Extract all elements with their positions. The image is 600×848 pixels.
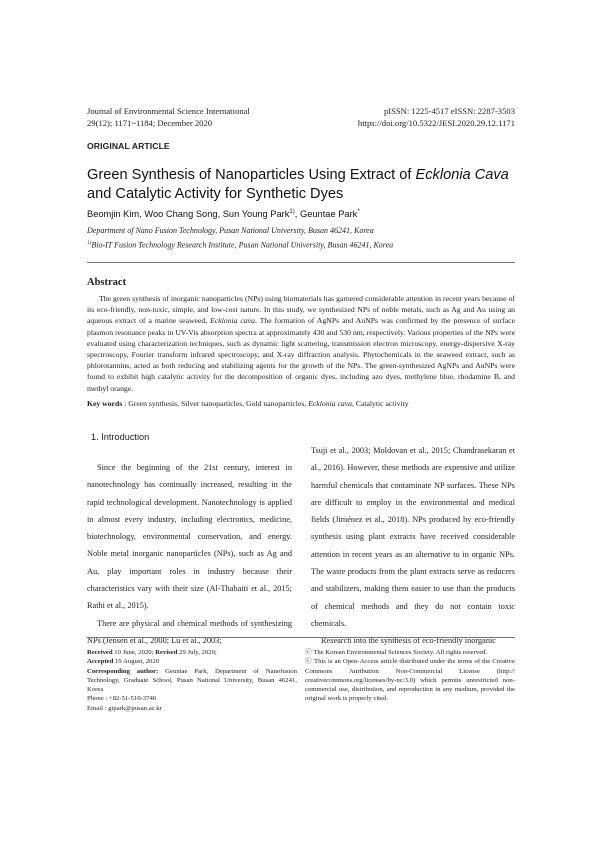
paper-title: [87, 166, 517, 204]
abstract-text-2: . The formation of AgNPs and AuNPs was confirmed by the presence of surface plasmon resonance peaks in UV-Vis absorption spectra at approximately 430 and 530 nm, respectively. Various properties of the NPs were evaluated using characterization techniques, such as dynamic light scattering, transmission electron microscopy, energy-dispersive X-ray spectroscopy, Fourier transform infrared spectroscopy, and X-ray diffraction analysis. Phytochemicals in the seaweed extract, such as phlorotannins, acted as both reducing and stabilizing agents for the growth of the NPs. The green-synthesized AgNPs and AuNPs were found to exhibit high catalytic activity for the decomposition of organic dyes, including azo dyes, methylene blue, rhodamine B, and methyl orange.: [87, 316, 515, 393]
journal-name: Journal of Environmental Science International: [87, 106, 250, 116]
left-column: [87, 459, 292, 649]
license-notice: [305, 648, 515, 704]
abstract-species: Ecklonia cava: [210, 316, 255, 326]
title-line-1: [87, 166, 517, 185]
author-names-2: , Geuntae Park: [294, 209, 358, 220]
keywords-text-1: Green synthesis, Silver nanoparticles, Gold nanoparticles,: [128, 399, 309, 408]
title-line-1-text: Green Synthesis of Nanoparticles Using Extract of: [87, 167, 416, 183]
received-label: Received: [87, 649, 113, 656]
copyright: ⓒ The Korean Environmental Sciences Society. All rights reserved.: [305, 649, 488, 656]
section-heading-introduction: 1. Introduction: [91, 432, 150, 442]
accepted-label: Accepted: [87, 658, 114, 666]
revised-date: 29 July, 2020;: [177, 649, 217, 656]
affiliation-2-text: Bio-IT Fusion Technology Research Institute, Pusan National University, Busan 46241, Korea: [91, 240, 394, 250]
doi: https://doi.org/10.5322/JESI.2020.29.12.1171: [357, 118, 515, 128]
header-rule: [87, 262, 515, 263]
article-type: ORIGINAL ARTICLE: [87, 141, 170, 151]
title-species: Ecklonia Cava: [415, 167, 509, 183]
accepted-line: [87, 657, 297, 666]
intro-paragraph-1: Since the beginning of the 21st century, interest in nanotechnology has continually increased, resulting in the rapid technological development. Nanotechnology is applied in almost every industry, including electronics, medicine, biotechnology, environmental conservation, and energy. Noble metal inorganic nanoparticles (NPs), such as Ag and Au, play important roles in industry because their characteristics vary with their size (Al-Thabaiti et al., 2015; Rathi et al., 2015).: [87, 463, 292, 611]
article-history: [87, 648, 297, 713]
issn: pISSN: 1225-4517 eISSN: 2287-3503: [383, 106, 515, 116]
keywords-separator: :: [122, 399, 129, 408]
keywords: [87, 398, 515, 409]
author-names-1: Beomjin Kim, Woo Chang Song, Sun Young Park: [87, 209, 290, 220]
abstract-heading: Abstract: [87, 277, 127, 288]
corresponding-label: Corresponding author:: [87, 667, 159, 675]
title-line-2: and Catalytic Activity for Synthetic Dyes: [87, 186, 344, 202]
author-list: [87, 209, 360, 219]
author-affiliation-mark: 1): [289, 209, 295, 215]
received-line: [87, 648, 297, 657]
journal-header: [87, 105, 327, 129]
intro-paragraph-3: Research into the synthesis of eco-friendly inorganic: [321, 636, 496, 646]
keywords-text-2: , Catalytic activity: [351, 399, 409, 408]
journal-issue: 29(12); 1171~1184; December 2020: [87, 118, 213, 128]
corresponding-text: Geuntae Park, Department of Nanofusion Technology, Graduate School, Pusan National University, Busan 46241, Korea: [87, 667, 297, 694]
abstract-paragraph: [87, 293, 515, 394]
footnote-rule: [87, 637, 515, 638]
affiliation-1: Department of Nano Fusion Technology, Pusan National University, Busan 46241, Korea: [87, 226, 374, 235]
received-date: 10 June, 2020;: [112, 649, 156, 656]
corresponding-mark: *: [357, 209, 360, 215]
license-text: ⓒ This is an Open-Access article distributed under the terms of the Creative Commons Attribution Non-Commercial License (http:// creativecommons.org/licenses/by-nc/3.0) which permits unrestricted non-commercial use, distribution, and reproduction in any medium, provided the original work is properly cited.: [305, 658, 515, 703]
intro-paragraph-2: There are physical and chemical methods of synthesizing NPs (Jensen et al., 2000; Lu et al., 2003;: [87, 618, 292, 645]
revised-label: Revised: [155, 649, 178, 656]
phone: Phone : +82-51-510-3740: [87, 695, 157, 703]
affiliation-2-mark: 1): [87, 240, 92, 246]
affiliation-2: [87, 237, 517, 252]
journal-identifiers: [300, 105, 515, 129]
abstract-text-1: The green synthesis of inorganic nanoparticles (NPs) using biomaterials has garnered considerable attention in recent years because of its eco-friendly, non-toxic, simple, and low-cost nature. In this study, we synthesized NPs of noble metals, such as Ag and Au using an aqueous extract of a marine seaweed,: [87, 294, 515, 326]
keywords-label: Key words: [87, 399, 123, 408]
abstract-body: [87, 293, 515, 394]
corresponding-author: [87, 667, 297, 695]
right-column: [311, 442, 515, 650]
keywords-species: Ecklonia cava: [308, 399, 352, 408]
intro-paragraph-2-continued: Tsuji et al., 2003; Moldovan et al., 2015; Chandrasekaran et al., 2016). However, these methods are expensive and utilize harmful chemicals that contaminate NP surfaces. These NPs are difficult to employ in the environmental and medical fields (Jiménez et al., 2018). NPs produced by eco-friendly synthesis using plant extracts have received considerable attention in recent years as an alternative to in organic NPs. The waste products from the plant extracts serve as reducers and stabilizers, making them easier to use than the products of chemical methods and they do not contain toxic chemicals.: [311, 446, 515, 628]
email: Email : gtpark@pusan.ac.kr: [87, 704, 162, 712]
accepted-date: 19 August, 2020: [113, 658, 160, 666]
affiliations: [87, 225, 517, 252]
